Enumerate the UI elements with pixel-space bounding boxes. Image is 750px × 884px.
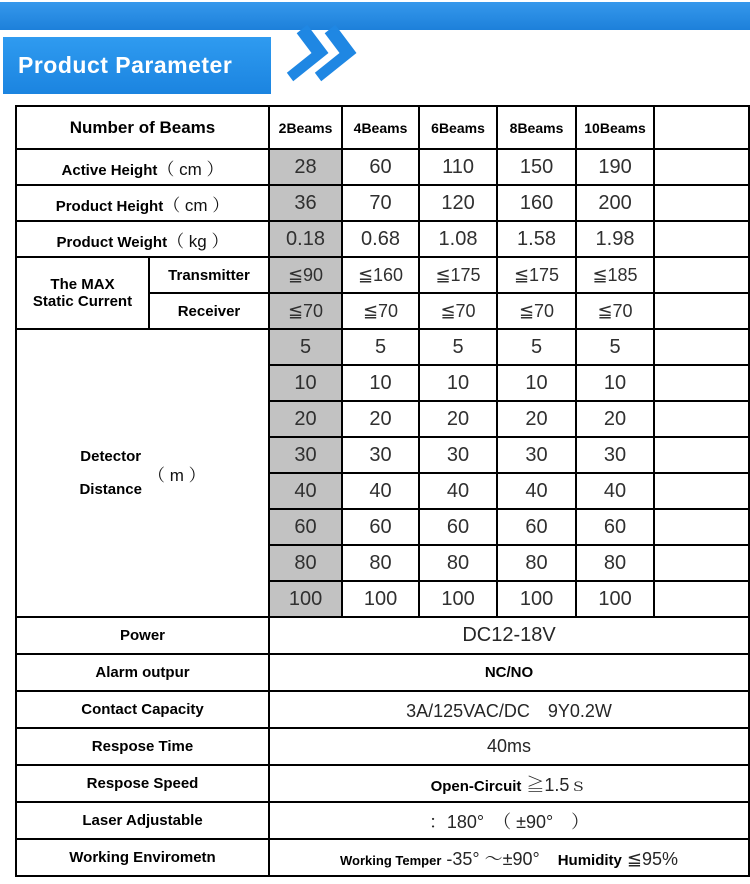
value-cell: 5 <box>269 329 342 365</box>
value-cell: 10 <box>269 365 342 401</box>
row-label: Alarm outpur <box>16 654 269 691</box>
empty-cell <box>654 509 749 545</box>
row-label <box>16 185 269 221</box>
row-label-text: Active Height <box>61 161 158 179</box>
value-cell: 70 <box>342 185 419 221</box>
response-time-value: 40ms <box>269 728 749 765</box>
value-cell: 10 <box>497 365 576 401</box>
row-label-text: Product Weight <box>56 233 168 251</box>
empty-cell <box>654 545 749 581</box>
value-cell: 20 <box>576 401 654 437</box>
value-cell: 30 <box>419 437 497 473</box>
value-cell: 80 <box>419 545 497 581</box>
row-label-unit: （ cm ） <box>157 159 224 179</box>
row-label: Working Envirometn <box>16 839 269 876</box>
spec-row-product-weight <box>16 221 749 257</box>
value-cell: 80 <box>576 545 654 581</box>
empty-cell <box>654 329 749 365</box>
value-cell: 20 <box>419 401 497 437</box>
response-speed-value-bold: Open-Circuit <box>430 777 522 795</box>
value-cell: 5 <box>576 329 654 365</box>
spec-row-product-height <box>16 185 749 221</box>
power-value: DC12-18V <box>269 617 749 654</box>
value-cell: 60 <box>497 509 576 545</box>
value-cell: ≦90 <box>269 257 342 293</box>
value-cell: ≦70 <box>576 293 654 329</box>
row-label: Contact Capacity <box>16 691 269 728</box>
value-cell: 100 <box>497 581 576 617</box>
value-cell: 60 <box>269 509 342 545</box>
value-cell: 110 <box>419 149 497 185</box>
value-cell: ≦175 <box>419 257 497 293</box>
empty-cell <box>654 437 749 473</box>
value-cell: 40 <box>342 473 419 509</box>
value-cell: 100 <box>342 581 419 617</box>
beams-header-label: Number of Beams <box>16 106 269 149</box>
value-cell: 30 <box>576 437 654 473</box>
detector-label-line1: Detector <box>80 448 142 465</box>
working-temper-label: Working Temper <box>340 852 442 868</box>
empty-cell <box>654 221 749 257</box>
empty-cell <box>654 473 749 509</box>
row-label: Respose Speed <box>16 765 269 802</box>
section-banner <box>3 37 271 94</box>
value-cell: 10 <box>419 365 497 401</box>
value-cell: 60 <box>576 509 654 545</box>
row-label <box>16 149 269 185</box>
value-cell: 30 <box>342 437 419 473</box>
row-label-text: Product Height <box>55 197 164 215</box>
value-cell: 80 <box>342 545 419 581</box>
page-title: Product Parameter <box>18 52 233 78</box>
value-cell: 30 <box>269 437 342 473</box>
value-cell: 1.58 <box>497 221 576 257</box>
value-cell: 0.18 <box>269 221 342 257</box>
working-environment-value <box>269 839 749 876</box>
humidity-value: ≦95% <box>621 848 678 869</box>
row-label: Laser Adjustable <box>16 802 269 839</box>
value-cell: ≦175 <box>497 257 576 293</box>
value-cell: 120 <box>419 185 497 221</box>
empty-cell <box>654 293 749 329</box>
value-cell: 0.68 <box>342 221 419 257</box>
double-chevron-icon <box>281 24 367 82</box>
max-current-label <box>16 257 149 329</box>
column-header-8beams: 8Beams <box>497 106 576 149</box>
value-cell: 40 <box>419 473 497 509</box>
value-cell: 40 <box>576 473 654 509</box>
response-speed-row <box>16 765 749 802</box>
value-cell: 60 <box>342 149 419 185</box>
value-cell: 100 <box>269 581 342 617</box>
value-cell: 20 <box>269 401 342 437</box>
empty-cell <box>654 149 749 185</box>
row-label-unit: （ cm ） <box>163 195 230 215</box>
detector-row <box>16 329 749 365</box>
value-cell: 5 <box>497 329 576 365</box>
value-cell: 40 <box>269 473 342 509</box>
value-cell: 20 <box>497 401 576 437</box>
laser-adjustable-row <box>16 802 749 839</box>
contact-capacity-value: 3A/125VAC/DC 9Y0.2W <box>269 691 749 728</box>
empty-cell <box>654 365 749 401</box>
value-cell: 100 <box>419 581 497 617</box>
response-speed-value <box>269 765 749 802</box>
value-cell: 200 <box>576 185 654 221</box>
value-cell: ≦70 <box>497 293 576 329</box>
row-label <box>16 221 269 257</box>
value-cell: 150 <box>497 149 576 185</box>
empty-cell <box>654 257 749 293</box>
value-cell: 28 <box>269 149 342 185</box>
max-current-label-line1: The MAX <box>50 276 115 293</box>
value-cell: 10 <box>342 365 419 401</box>
value-cell: ≦70 <box>419 293 497 329</box>
value-cell: 1.08 <box>419 221 497 257</box>
value-cell: 5 <box>342 329 419 365</box>
value-cell: 10 <box>576 365 654 401</box>
value-cell: 100 <box>576 581 654 617</box>
contact-capacity-row <box>16 691 749 728</box>
sub-label-receiver: Receiver <box>149 293 269 329</box>
value-cell: 80 <box>497 545 576 581</box>
value-cell: ≦160 <box>342 257 419 293</box>
top-blue-bar <box>0 2 750 30</box>
sub-label-transmitter: Transmitter <box>149 257 269 293</box>
alarm-output-value: NC/NO <box>269 654 749 691</box>
empty-cell <box>654 581 749 617</box>
header-row <box>16 106 749 149</box>
column-header-6beams: 6Beams <box>419 106 497 149</box>
response-time-row <box>16 728 749 765</box>
value-cell: ≦70 <box>269 293 342 329</box>
response-speed-value-rest: ≧1.5ｓ <box>521 774 588 795</box>
empty-cell <box>654 185 749 221</box>
max-current-label-line2: Static Current <box>32 293 133 310</box>
detector-distance-label <box>16 329 269 617</box>
alarm-output-row <box>16 654 749 691</box>
value-cell: 40 <box>497 473 576 509</box>
value-cell: 160 <box>497 185 576 221</box>
value-cell: 80 <box>269 545 342 581</box>
spacer <box>540 849 558 869</box>
value-cell: 5 <box>419 329 497 365</box>
value-cell: ≦70 <box>342 293 419 329</box>
column-header-10beams: 10Beams <box>576 106 654 149</box>
value-cell: 1.98 <box>576 221 654 257</box>
row-label: Power <box>16 617 269 654</box>
max-current-transmitter-row <box>16 257 749 293</box>
humidity-label: Humidity <box>557 851 622 869</box>
detector-unit: （ m ） <box>147 465 206 485</box>
spec-row-active-height <box>16 149 749 185</box>
working-environment-row <box>16 839 749 876</box>
row-label-unit: （ kg ） <box>167 231 229 251</box>
working-temper-value: -35° ～±90° <box>441 848 540 869</box>
column-header-empty <box>654 106 749 149</box>
value-cell: 36 <box>269 185 342 221</box>
value-cell: 190 <box>576 149 654 185</box>
row-label: Respose Time <box>16 728 269 765</box>
empty-cell <box>654 401 749 437</box>
laser-adjustable-value: ：180° （ ±90° ） <box>269 802 749 839</box>
value-cell: 20 <box>342 401 419 437</box>
detector-label-line2: Distance <box>79 481 142 498</box>
column-header-4beams: 4Beams <box>342 106 419 149</box>
column-header-2beams: 2Beams <box>269 106 342 149</box>
product-parameter-table <box>15 105 750 877</box>
value-cell: 60 <box>419 509 497 545</box>
value-cell: 60 <box>342 509 419 545</box>
value-cell: 30 <box>497 437 576 473</box>
power-row <box>16 617 749 654</box>
value-cell: ≦185 <box>576 257 654 293</box>
